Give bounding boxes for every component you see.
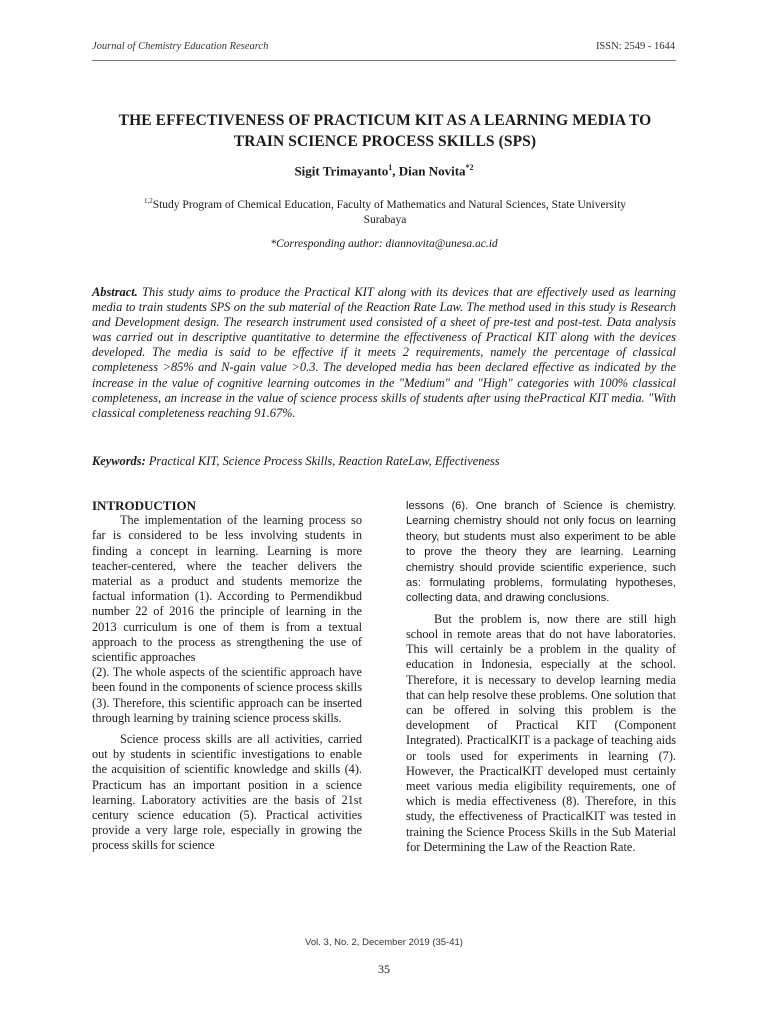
title-line-1: THE EFFECTIVENESS OF PRACTICUM KIT AS A LEARNING MEDIA TO	[118, 112, 652, 129]
corresponding-author: *Corresponding author: diannovita@unesa.ac.id	[270, 238, 498, 250]
affiliation	[110, 194, 660, 228]
intro-paragraph-2: Science process skills are all activities, carried out by students in scientific investigations to enable the acquisition of scientific knowledge and skills (4). Practicum has an important position in a science learning. Laboratory activities are the basis of 21st century science education (5). Practical activities provide a very large role, especially in growing the process skills for science	[92, 732, 362, 853]
author-2: Dian Novita	[398, 163, 466, 179]
intro-paragraph-4: But the problem is, now there are still high school in remote areas that do not have laboratories. This will certainly be a problem in the quality of education in Indonesia, especially at the school. Therefore, it is necessary to develop learning media that can help resolve these problems. One solution that can be offered in solving this problem is the development of Practical KIT (Component Integrated). PracticalKIT is a package of teaching aids or tools used for experiments in learning (7). However, the PracticalKIT developed must certainly meet various media eligibility requirements, one of which is media effectiveness (8). Therefore, in this study, the effectiveness of PracticalKIT was tested in training the Science Process Skills in the Sub Material for Determining the Law of the Reaction Rate.	[406, 611, 676, 854]
volume-footer: Vol. 3, No. 2, December 2019 (35-41)	[305, 937, 463, 948]
abstract-text: This study aims to produce the Practical KIT along with its devices that are effectively used as learning media to train students SPS on the sub material of the Reaction Rate Law. The method used in this study is Research and Development design. The research instrument used consisted of a sheet of pre-test and post-test. Data analysis was carried out in descriptive quantitative to determine the effectiveness of Practical KIT along with the devices developed. The media is said to be effective if it meets 2 requirements, namely the percentage of classical completeness >85% and N-gain value >0.3. The developed media has been declared effective as indicated by the increase in the value of cognitive learning outcomes in the "Medium" and "High" categories with 100% classical completeness, an increase in the value of science process skills of students after using thePractical KIT media. "With classical completeness reaching 91.67%.	[92, 285, 676, 420]
affiliation-line-2: Surabaya	[363, 213, 407, 226]
left-column	[92, 498, 362, 854]
page-number: 35	[378, 962, 390, 976]
abstract-label: Abstract.	[92, 285, 138, 299]
authors	[92, 163, 676, 179]
header-rule	[92, 60, 676, 61]
journal-name: Journal of Chemistry Education Research	[92, 41, 269, 52]
intro-paragraph-1a: The implementation of the learning process so far is considered to be less involving students in finding a concept in learning. Learning is more teacher-centered, where the teacher delivers the material as a product and students memorize the factual information (1). According to Permendikbud number 22 of 2016 the principle of learning in the 2013 curriculum is one of them is from a textual approach to the process as strengthening the use of scientific approaches	[92, 513, 362, 665]
abstract	[92, 285, 676, 421]
author-1: Sigit Trimayanto	[294, 163, 389, 179]
author-1-sup: 1	[388, 163, 393, 172]
affiliation-line-1: Study Program of Chemical Education, Faculty of Mathematics and Natural Sciences, State University	[152, 198, 627, 211]
issn: ISSN: 2549 - 1644	[595, 41, 675, 52]
intro-paragraph-3: lessons (6). One branch of Science is chemistry. Learning chemistry should not only focus on learning theory, but students must also experiment to be able to prove the theory they are learning. Learning chemistry should provide scientific experience, such as: formulating problems, formulating hypotheses, collecting data, and drawing conclusions.	[406, 500, 676, 605]
title-line-2: TRAIN SCIENCE PROCESS SKILLS (SPS)	[233, 133, 537, 150]
author-2-sup: *2	[465, 163, 474, 172]
affiliation-sup: 1,2	[143, 197, 153, 205]
right-column	[406, 499, 676, 855]
keywords	[92, 454, 676, 469]
keywords-text: Practical KIT, Science Process Skills, Reaction RateLaw, Effectiveness	[148, 454, 500, 468]
paper-title	[90, 110, 680, 152]
section-heading-introduction: INTRODUCTION	[92, 498, 197, 513]
author-separator: ,	[392, 163, 399, 179]
intro-paragraph-1b: (2). The whole aspects of the scientific approach have been found in the components of science process skills (3). Therefore, this scientific approach can be inserted through learning by training science process skills.	[92, 665, 362, 725]
keywords-label: Keywords:	[92, 454, 146, 468]
